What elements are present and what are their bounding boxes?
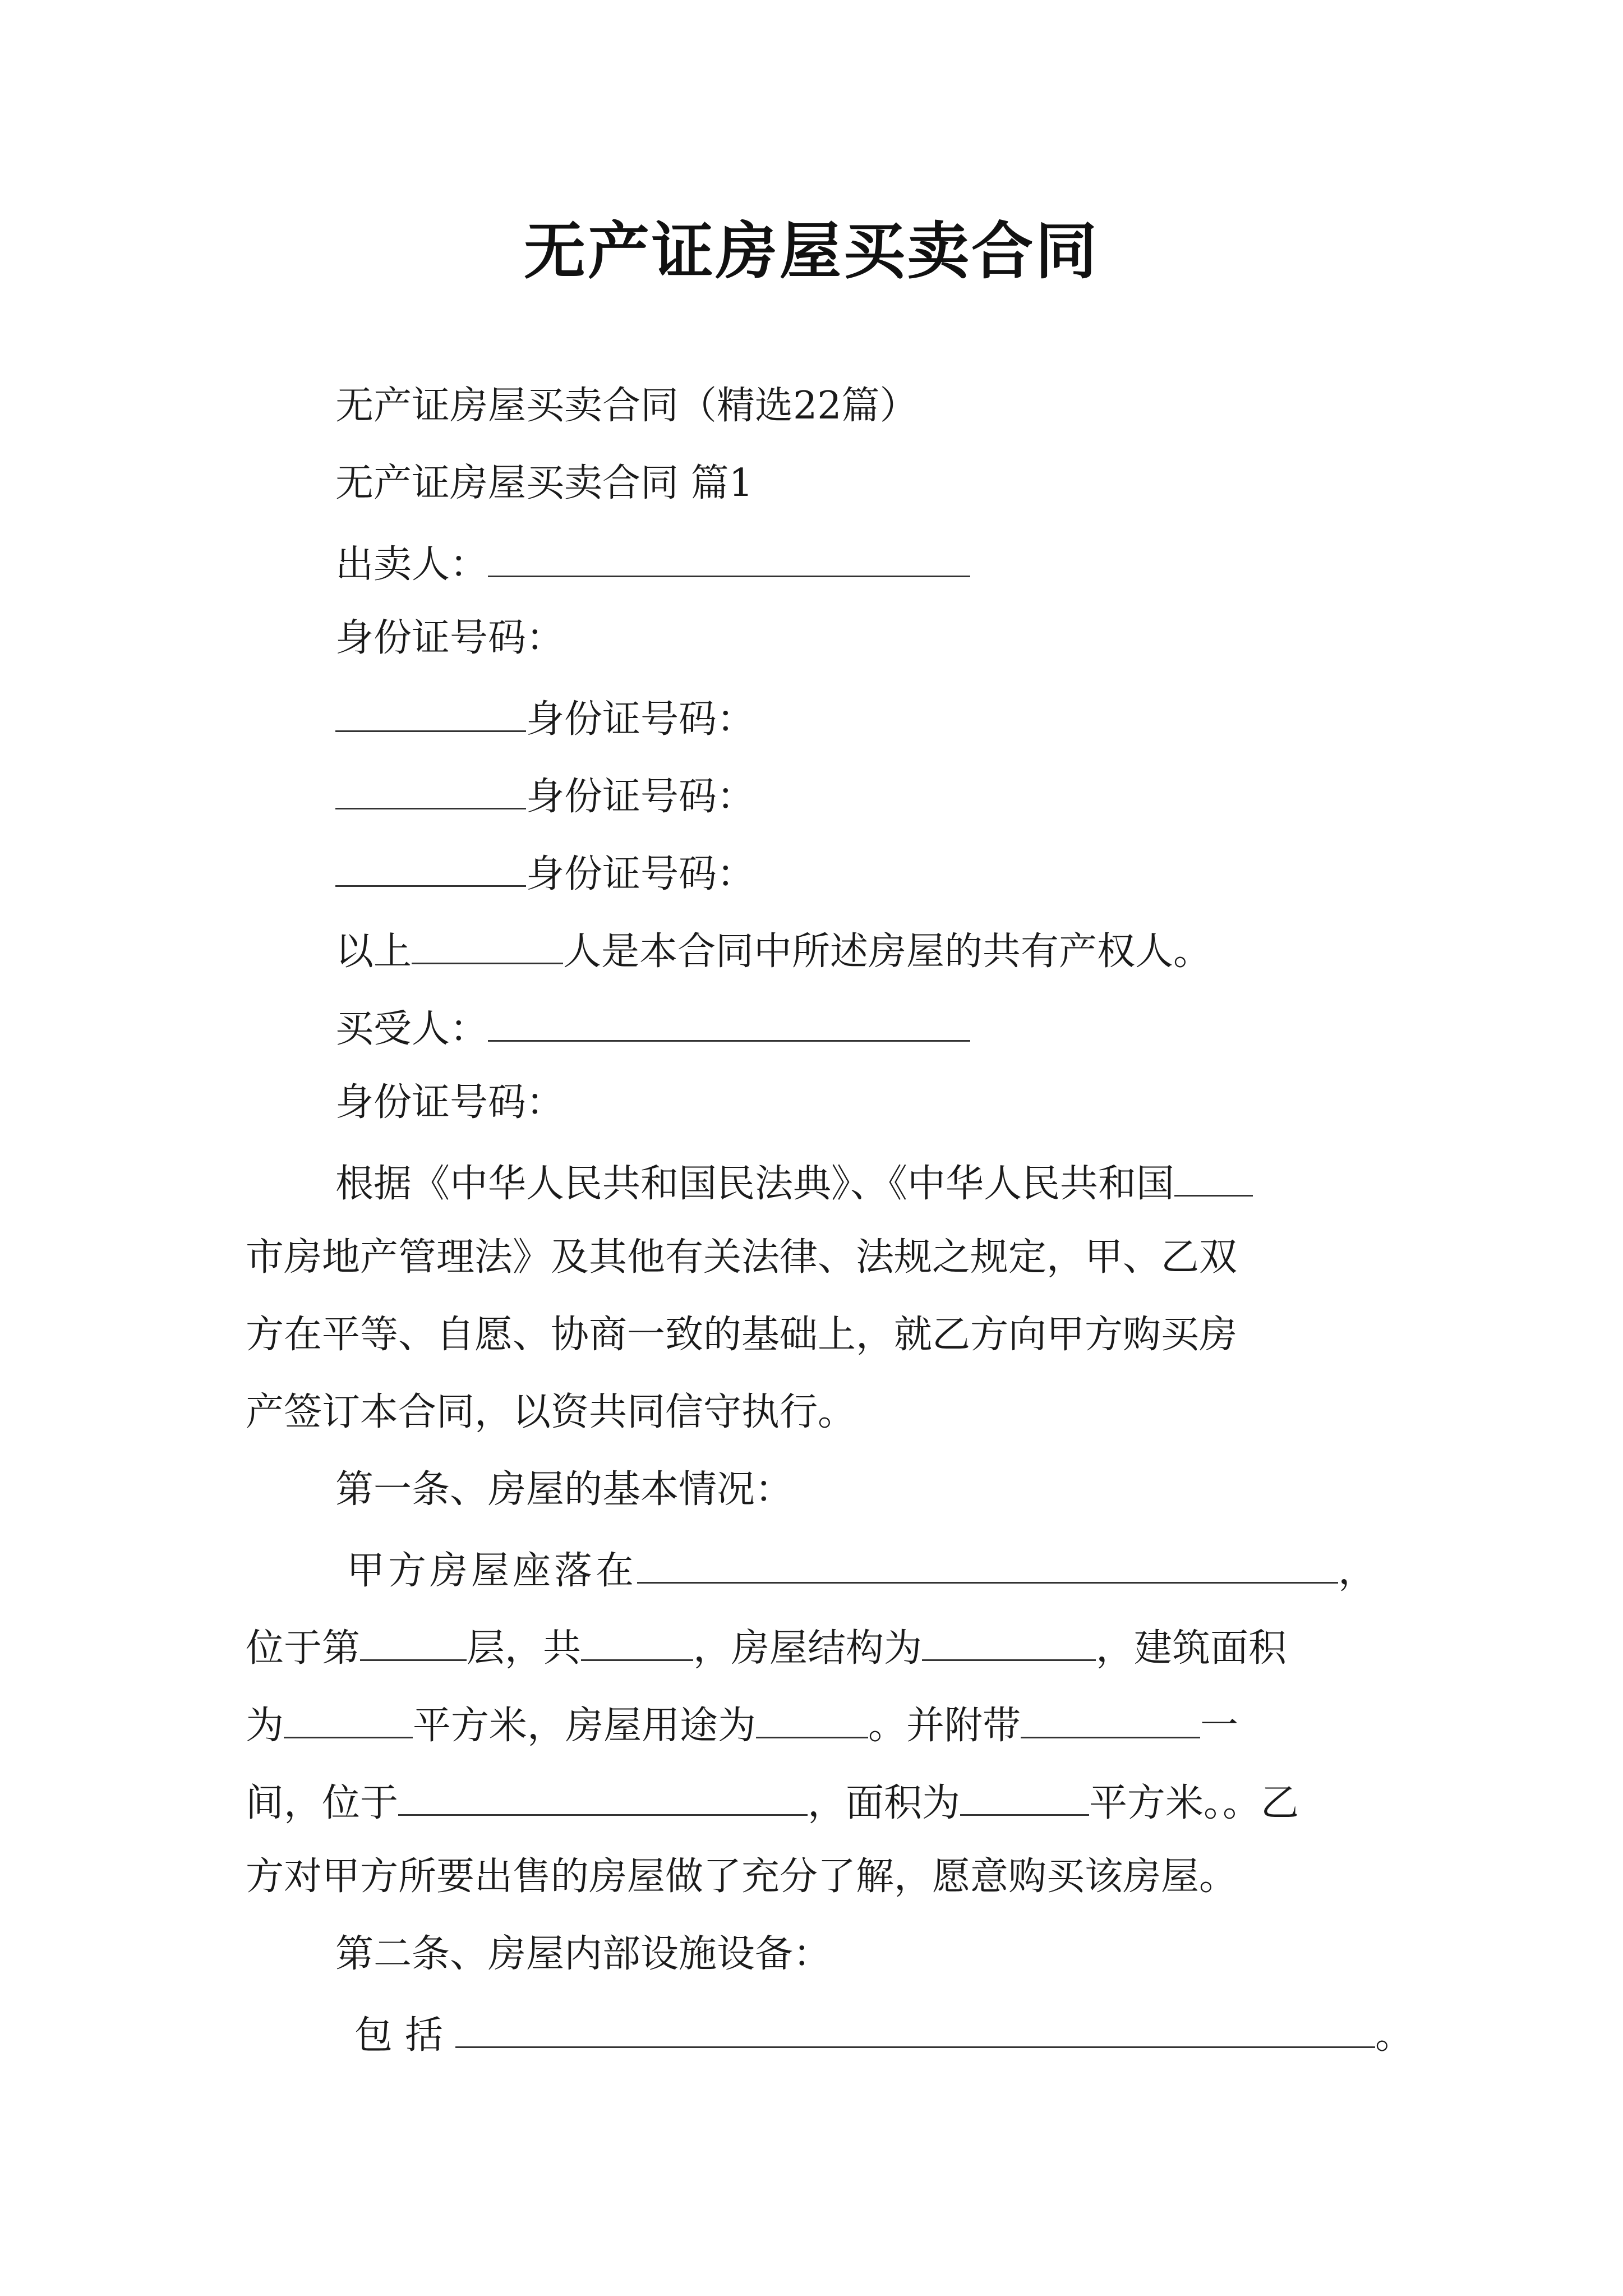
seller-id-line: 身份证号码：	[335, 616, 565, 660]
co-owner-id-line-1	[335, 697, 755, 742]
para1-line-2: 市房地产管理法》及其他有关法律、法规之规定，甲、乙双	[246, 1235, 1238, 1280]
attached-blank	[1021, 1703, 1200, 1738]
co-owner-blank-1	[335, 697, 526, 732]
id-label: 身份证号码：	[526, 697, 755, 742]
co-owner-id-line-3	[335, 852, 755, 894]
sqm-label: 平方米。。乙	[1089, 1781, 1299, 1825]
period: 。	[1375, 2013, 1426, 2058]
co-owner-blank-2	[335, 774, 526, 809]
co-owner-blank-3	[335, 852, 526, 887]
buyer-line	[335, 1006, 970, 1051]
article-1-line-5: 方对甲方所要出售的房屋做了充分了解，愿意购买该房屋。	[246, 1855, 1238, 1899]
area-blank	[284, 1703, 413, 1738]
structure-blank	[922, 1626, 1096, 1661]
seller-label: 出卖人：	[335, 542, 488, 587]
attached-location-blank	[398, 1780, 808, 1816]
article-2-heading: 第二条、房屋内部设施设备：	[335, 1932, 832, 1976]
location-prefix: 甲方房屋座落在	[347, 1549, 638, 1593]
buyer-blank	[488, 1006, 970, 1042]
buyer-label: 买受人：	[335, 1007, 488, 1051]
attached-area-blank	[960, 1780, 1089, 1816]
article-1-heading: 第一条、房屋的基本情况：	[335, 1467, 794, 1512]
article-1-line-4	[246, 1780, 1299, 1823]
para1-line-4: 产签订本合同，以资共同信守执行。	[246, 1390, 856, 1434]
includes-label: 包括	[354, 2013, 456, 2058]
section-heading: 无产证房屋买卖合同 篇1	[335, 461, 753, 505]
one-label: 一	[1200, 1704, 1239, 1748]
para1-line-1	[335, 1161, 1253, 1206]
structure-label: ，房屋结构为	[693, 1626, 923, 1671]
buyer-id-line: 身份证号码：	[335, 1080, 565, 1125]
attached-label: 。并附带	[868, 1704, 1021, 1748]
facilities-blank	[455, 2013, 1375, 2048]
seller-blank	[488, 542, 970, 577]
article-1-line-1	[347, 1548, 1380, 1593]
co-owner-id-line-2	[335, 774, 755, 819]
area-label: ，建筑面积	[1096, 1626, 1287, 1671]
id-label: 身份证号码：	[526, 775, 755, 819]
location-blank	[637, 1548, 1338, 1584]
located-label: 间，位于	[246, 1781, 399, 1825]
usage-blank	[756, 1703, 868, 1738]
co-owners-suffix: 人是本合同中所述房屋的共有产权人。	[563, 930, 1212, 974]
for-label: 为	[246, 1704, 284, 1748]
para1-text-1: 根据《中华人民共和国民法典》、《中华人民共和国	[335, 1162, 1175, 1206]
co-owners-line	[335, 929, 1212, 974]
floor-label: 位于第	[246, 1626, 361, 1671]
article-1-line-2	[246, 1626, 1287, 1671]
city-blank	[1174, 1161, 1253, 1197]
total-floors-label: 层，共	[467, 1626, 582, 1671]
subtitle: 无产证房屋买卖合同（精选22篇）	[335, 384, 918, 428]
document-title: 无产证房屋买卖合同	[524, 215, 1099, 287]
attached-area-label: ，面积为	[808, 1781, 961, 1825]
total-floors-blank	[581, 1626, 693, 1661]
co-owners-count-blank	[412, 929, 563, 964]
co-owners-prefix: 以上	[335, 930, 412, 974]
usage-label: 平方米，房屋用途为	[413, 1704, 757, 1748]
article-2-line-1	[354, 2013, 1426, 2058]
id-label: 身份证号码：	[526, 852, 755, 896]
article-1-line-3	[246, 1703, 1239, 1748]
floor-blank	[360, 1626, 467, 1661]
comma: ，	[1338, 1549, 1380, 1593]
seller-line	[335, 542, 970, 587]
para1-line-3: 方在平等、自愿、协商一致的基础上，就乙方向甲方购买房	[246, 1313, 1238, 1357]
